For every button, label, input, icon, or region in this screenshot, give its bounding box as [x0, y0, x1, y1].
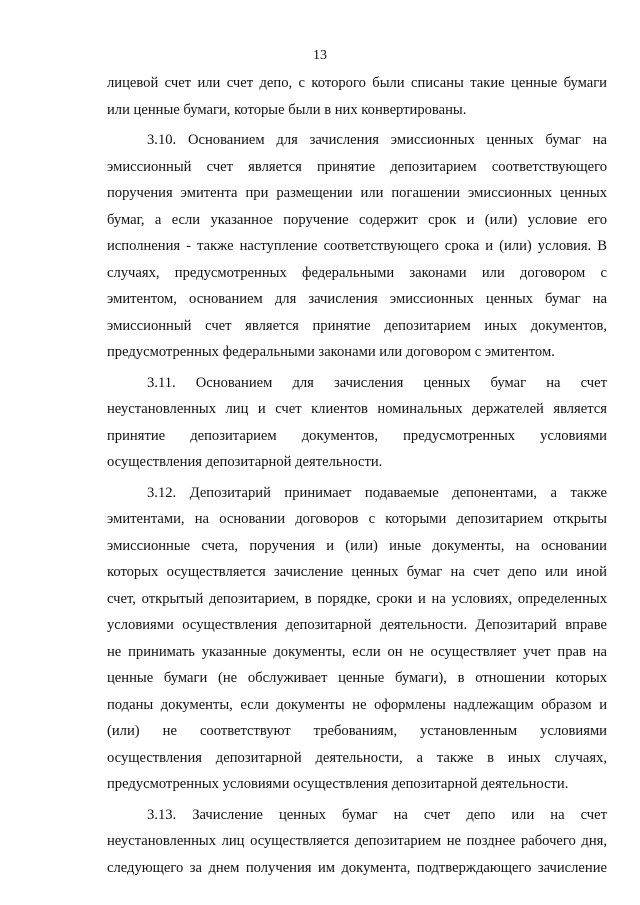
text-line: лицевой счет или счет депо, с которого были списаны такие ценные бумаги	[107, 75, 607, 91]
text-line: случаях, предусмотренных федеральными законами или договором с	[107, 264, 607, 281]
text-line: 3.10. Основанием для зачисления эмиссионных ценных бумаг на	[147, 132, 607, 148]
text-line: бумаг, а если указанное поручение содержит срок и (или) условие его	[107, 211, 607, 228]
text-line: эмиссионный счет является принятие депозитарием соответствующего	[107, 158, 607, 175]
text-line: исполнения - также наступление соответствующего срока и (или) условия. В	[107, 238, 607, 254]
paragraph-3-10	[107, 127, 607, 366]
page-number: 13	[313, 48, 327, 63]
text-line: (или) не соответствуют требованиям, установленным условиями	[107, 723, 607, 739]
paragraph-continuation	[107, 70, 607, 123]
text-line: эмитентом, основанием для зачисления эмиссионных ценных бумаг на	[107, 291, 607, 307]
text-line: условиями осуществления депозитарной деятельности. Депозитарий вправе	[107, 617, 607, 633]
text-line: которых осуществляется зачисление ценных бумаг на счет депо или иной	[107, 564, 607, 580]
text-line: эмитентами, на основании договоров с которыми депозитарием открыты	[107, 511, 607, 527]
text-line: предусмотренных условиями осуществления депозитарной деятельности.	[107, 776, 569, 792]
text-line: счет, открытый депозитарием, в порядке, сроки и на условиях, определенных	[107, 590, 607, 607]
text-line: неустановленных лиц и счет клиентов номинальных держателей является	[107, 401, 607, 417]
text-line: принятие депозитарием документов, предусмотренных условиями	[107, 427, 607, 444]
text-line: 3.13. Зачисление ценных бумаг на счет депо или на счет	[147, 806, 607, 823]
paragraph-3-12	[107, 480, 607, 798]
text-line: ценные бумаги (не обслуживает ценные бумаги), в отношении которых	[107, 670, 607, 686]
text-line: или ценные бумаги, которые были в них конвертированы.	[107, 101, 467, 118]
text-line: предусмотренных федеральными законами или договором с эмитентом.	[107, 344, 555, 360]
paragraph-3-11	[107, 370, 607, 476]
text-line: 3.11. Основанием для зачисления ценных бумаг на счет	[147, 374, 607, 391]
text-line: осуществления депозитарной деятельности.	[107, 454, 383, 470]
text-line: эмиссионный счет является принятие депозитарием иных документов,	[107, 317, 607, 334]
text-line: эмиссионные счета, поручения и (или) иные документы, на основании	[107, 537, 607, 554]
text-line: неустановленных лиц осуществляется депозитарием не позднее рабочего дня,	[107, 833, 607, 849]
text-line: 3.12. Депозитарий принимает подаваемые депонентами, а также	[147, 484, 607, 501]
text-line: осуществления депозитарной деятельности, а также в иных случаях,	[107, 749, 607, 766]
text-line: поданы документы, если документы не оформлены надлежащим образом и	[107, 696, 607, 713]
text-line: поручения эмитента при размещении или погашении эмиссионных ценных	[107, 185, 607, 201]
document-body	[107, 70, 607, 881]
paragraph-3-13	[107, 802, 607, 882]
text-line: следующего за днем получения им документа, подтверждающего зачисление	[107, 859, 607, 876]
text-line: не принимать указанные документы, если он не осуществляет учет прав на	[107, 643, 607, 660]
